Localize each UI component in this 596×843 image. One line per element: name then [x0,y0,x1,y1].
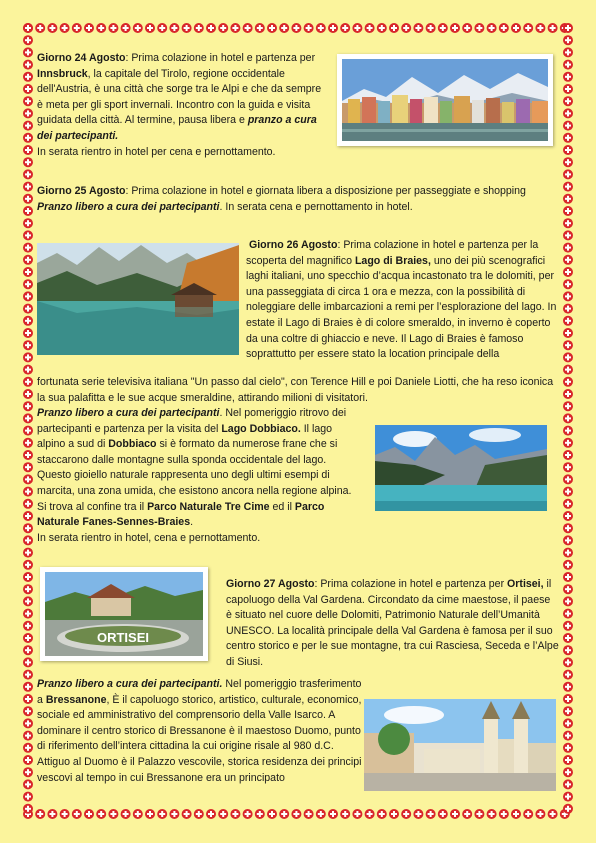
day26-paragraph-right [246,238,558,363]
day26-text-3: fortunata serie televisiva italiana "Un passo dal cielo", con Terence Hill e poi Daniele Liotti, che ha reso iconica la sua palafitta e le sue acque smeraldine, attirando milioni di visitatori. [37,376,554,404]
day26-text-6: si è formato da numerose frane che si staccarono dalle montagne sulla sponda occidentale del lago. Questo gioiello naturale rappresenta uno degli ultimi esempi di marcita, una zona umida, che esistono ancora nella regione alpina. Si trova al confine tra il [37,438,352,513]
day27-paragraph-right [226,577,559,671]
day26-text-9: In serata rientro in hotel, cena e pernottamento. [37,531,261,544]
decorative-border-bottom [22,808,574,820]
day26-town: Dobbiaco [108,438,157,451]
day26-lunch: Pranzo libero a cura dei partecipanti [37,407,220,419]
day26-lake2: Lago Dobbiaco. [221,422,301,435]
decorative-border-right [562,22,574,820]
day25-text-1: : Prima colazione in hotel e giornata libera a disposizione per passeggiate e shopping [125,185,526,197]
innsbruck-photo [337,54,553,146]
ortisei-sign-text: ORTISEI [96,630,150,645]
lago-braies-photo [37,243,239,355]
day24-lunch: pranzo a cura dei partecipanti. [37,114,317,142]
day26-heading: Giorno 26 Agosto [248,239,338,251]
day27-text-2: il capoluogo della Val Gardena. Circondato da cime maestose, il paese è situato nel cuore delle Dolomiti, Patrimonio Naturale dell’Umanità UNESCO. La località principale della Val Gardena è famosa per il suo centro storico e per le sue montagne, tra cui Rasciesa, Seceda e l’Alpe di Siusi. [226,578,559,668]
day27-text-4: , È il capoluogo storico, artistico, culturale, economico, sociale ed amministrativo del comprensorio della Valle Isarco. A dominare il centro storico di Bressanone è il maestoso Duomo, punto di riferimento dell’intera cittadina la cui origine risale al 980 d.C. Attiguo al Duomo è il Palazzo vescovile, storica residenza dei principi vescovi al tempo in cui Bressanone era un principato [37,693,362,784]
day24-text-3: In serata rientro in hotel per cena e pernottamento. [37,145,276,158]
day26-text-2: uno dei più scenografici laghi italiani, uno specchio d’acqua incastonato tra le dolomiti, per una passeggiata di circa 1 ora e mezza, con la possibilità di noleggiare delle imbarcazioni a remi per l’esplorazione del lago. In estate il Lago di Braies è di colore smeraldo, in inverno è coperto da una coltre di ghiaccio e neve. Il Lago di Braies è famoso soprattutto per essere stato la location principale della [246,254,557,361]
day24-city: Innsbruck [37,67,88,80]
day25-text-2: . In serata cena e pernottamento in hotel. [219,200,413,213]
day26-park1: Parco Naturale Tre Cime [147,500,270,513]
day24-text-1: : Prima colazione in hotel e partenza per [125,52,316,64]
lago-dobbiaco-photo [375,425,547,511]
day26-lake: Lago di Braies, [354,254,431,267]
ortisei-photo [40,567,208,661]
day24-paragraph [37,51,322,160]
day26-text-1: : Prima colazione in hotel e partenza per la scoperta del magnifico [246,239,539,267]
bressanone-photo [364,699,556,791]
day24-text-2: , la capitale del Tirolo, regione occidentale dell'Austria, è una città che sorge tra le Alpi e che da sempre è meta per gli sport invernali. Incontro con la guida e visita guidata della città. Al termine, pausa libera e [37,67,322,127]
day26-text-8: . [190,516,194,529]
day27-heading: Giorno 27 Agosto [226,578,315,590]
day26-paragraph-left [37,406,362,546]
day25-heading: Giorno 25 Agosto [37,185,126,197]
day24-heading: Giorno 24 Agosto [37,52,126,64]
decorative-border-left [22,22,34,820]
day25-lunch: Pranzo libero a cura dei partecipanti [37,200,220,213]
day26-park2: Parco Naturale Fanes-Sennes-Braies [37,500,325,529]
day25-paragraph [37,184,557,215]
day26-text-5: Il lago alpino a sud di [37,422,332,451]
day27-city2: Bressanone [45,693,107,706]
day27-city: Ortisei, [507,578,544,590]
day26-paragraph-full [37,375,559,406]
day27-text-3: Nel pomeriggio trasferimento a [37,678,362,706]
decorative-border-top [22,22,574,34]
day26-text-4: . Nel pomeriggio ritrovo dei partecipanti e partenza per la visita del [37,407,347,435]
day26-text-7: ed il [269,500,295,513]
day27-lunch: Pranzo libero a cura dei partecipanti. [37,678,223,690]
day27-text-1: : Prima colazione in hotel e partenza per [314,578,508,590]
day27-paragraph-bottom [37,677,362,786]
